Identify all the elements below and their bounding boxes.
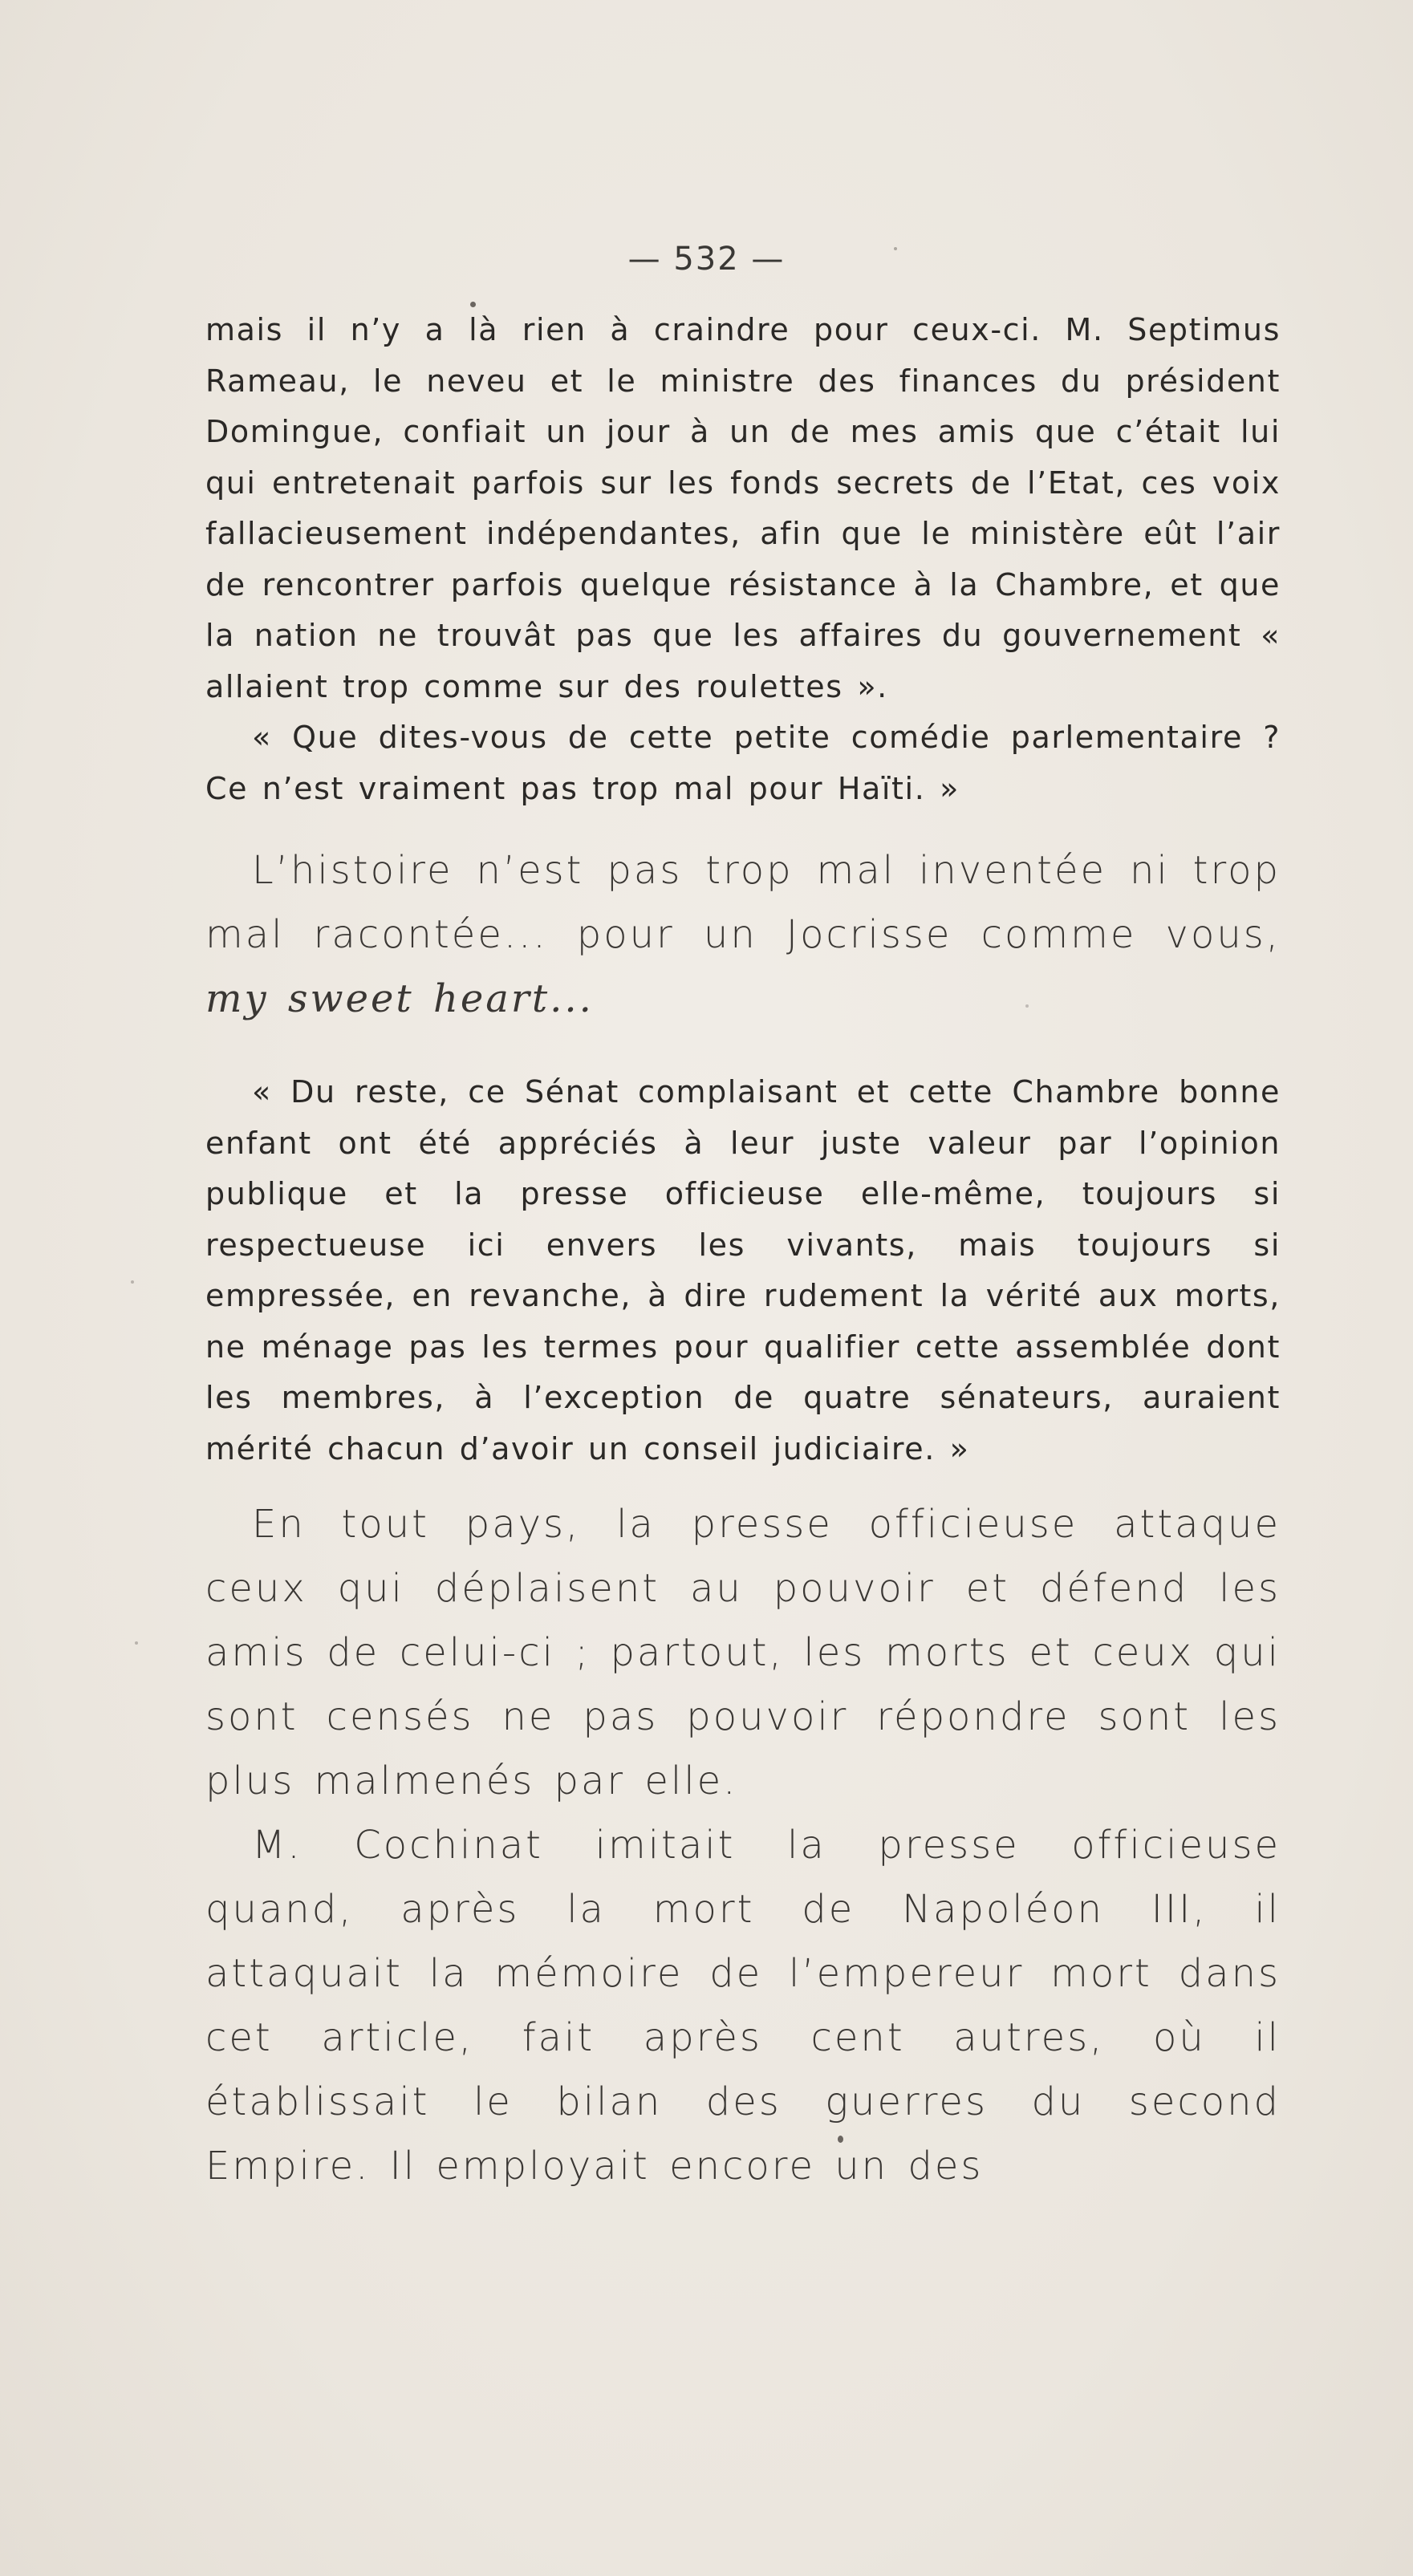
quote-block-1 (205, 305, 1281, 814)
paper-speck (1025, 1004, 1029, 1008)
commentary-paragraph-3: M. Cochinat imitait la presse officieuse quand, après la mort de Napoléon III, il attaquait la mémoire de l’empereur mort dans cet article, fait après cent autres, où il établissait le bilan des guerres du second Empire. Il employait encore un des (205, 1823, 1281, 2189)
quote-block-2 (205, 1067, 1281, 1475)
commentary-paragraph-2: En tout pays, la presse officieuse attaque ceux qui déplaisent au pouvoir et défend les amis de celui-ci ; partout, les morts et ceux qui sont censés ne pas pouvoir répondre sont les plus malmenés par elle. (205, 1502, 1281, 1803)
commentary-paragraph-1 (205, 838, 1281, 1031)
paper-speck (135, 1641, 138, 1645)
quote-paragraph-1: mais il n’y a là rien à craindre pour ceux-ci. M. Septimus Rameau, le neveu et le ministre des finances du président Domingue, confiait un jour à un de mes amis que c’était lui qui entretenait parfois sur les fonds secrets de l’Etat, ces voix fallacieusement indépendantes, afin que le ministère eût l’air de rencontrer parfois quelque résistance à la Chambre, et que la nation ne trouvât pas que les affaires du gouvernement « allaient trop comme sur des roulettes ». (205, 312, 1281, 704)
quote-paragraph-2: « Que dites-vous de cette petite comédie parlementaire ? Ce n’est vraiment pas trop mal pour Haïti. » (205, 720, 1281, 806)
commentary-block-1 (205, 838, 1281, 1031)
commentary-italic-phrase: my sweet heart... (205, 976, 594, 1021)
paper-speck (894, 247, 897, 250)
commentary-text: L’histoire n’est pas trop mal inventée ni trop mal racontée... pour un Jocrisse comme vous, (205, 848, 1281, 957)
paper-speck (131, 1280, 134, 1284)
page-number: — 532 — (627, 241, 786, 278)
paper-speck (470, 302, 476, 307)
paper-speck (838, 2136, 843, 2143)
commentary-block-2 (205, 1492, 1281, 2198)
quote-paragraph-3: « Du reste, ce Sénat complaisant et cette Chambre bonne enfant ont été appréciés à leur juste valeur par l’opinion publique et la presse officieuse elle-même, toujours si respectueuse ici envers les vivants, mais toujours si empressée, en revanche, à dire rudement la vérité aux morts, ne ménage pas les termes pour qualifier cette assemblée dont les membres, à l’exception de quatre sénateurs, auraient mérité chacun d’avoir un conseil judiciaire. » (205, 1074, 1281, 1466)
